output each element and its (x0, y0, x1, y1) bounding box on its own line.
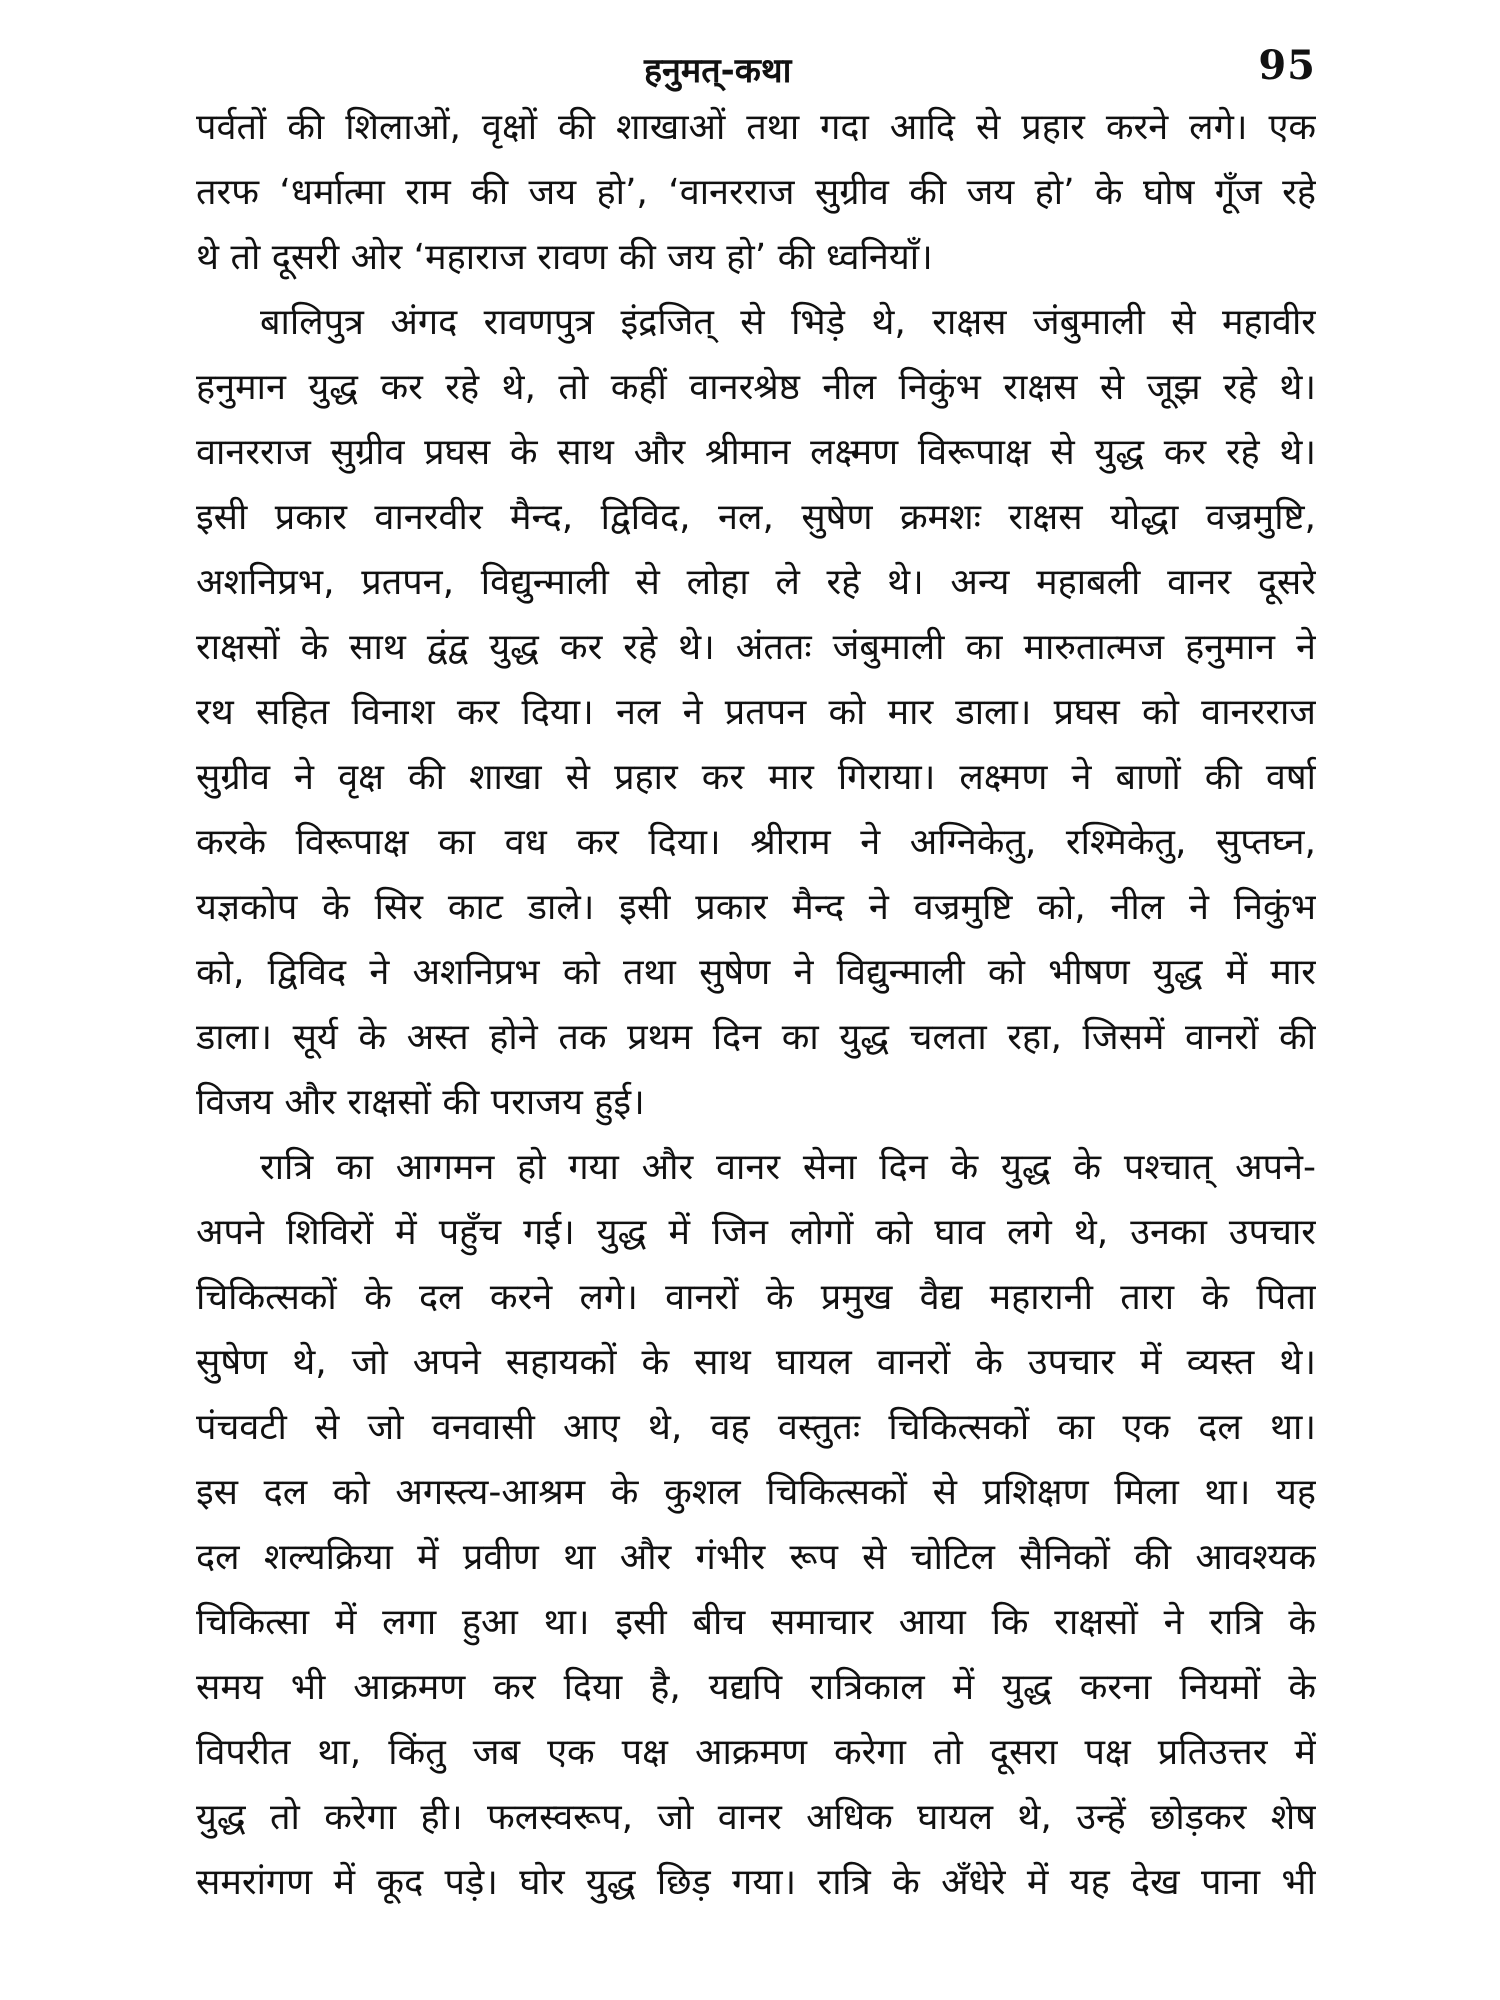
body-line: इस दल को अगस्त्य-आश्रम के कुशल चिकित्सकों से प्रशिक्षण मिला था। यह (196, 1472, 1316, 1513)
body-line: अपने शिविरों में पहुँच गई। युद्ध में जिन लोगों को घाव लगे थे, उनका उपचार (196, 1212, 1316, 1253)
body-line: तरफ ‘धर्मात्मा राम की जय हो’, ‘वानरराज सुग्रीव की जय हो’ के घोष गूँज रहे (196, 172, 1316, 213)
body-line: हनुमान युद्ध कर रहे थे, तो कहीं वानरश्रेष्ठ नील निकुंभ राक्षस से जूझ रहे थे। (196, 367, 1316, 408)
body-line: डाला। सूर्य के अस्त होने तक प्रथम दिन का युद्ध चलता रहा, जिसमें वानरों की (196, 1017, 1316, 1058)
body-line: समय भी आक्रमण कर दिया है, यद्यपि रात्रिकाल में युद्ध करना नियमों के (196, 1667, 1316, 1708)
body-line: करके विरूपाक्ष का वध कर दिया। श्रीराम ने अग्निकेतु, रश्मिकेतु, सुप्तघ्न, (196, 822, 1316, 863)
body-line: को, द्विविद ने अशनिप्रभ को तथा सुषेण ने विद्युन्माली को भीषण युद्ध में मार (196, 952, 1316, 993)
page-number: 95 (1258, 42, 1316, 89)
body-line: दल शल्यक्रिया में प्रवीण था और गंभीर रूप से चोटिल सैनिकों की आवश्यक (196, 1537, 1316, 1578)
body-line: युद्ध तो करेगा ही। फलस्वरूप, जो वानर अधिक घायल थे, उन्हें छोड़कर शेष (196, 1797, 1316, 1838)
body-line: रथ सहित विनाश कर दिया। नल ने प्रतपन को मार डाला। प्रघस को वानरराज (196, 692, 1316, 733)
body-line: थे तो दूसरी ओर ‘महाराज रावण की जय हो’ की ध्वनियाँ। (196, 237, 933, 278)
body-line: चिकित्सकों के दल करने लगे। वानरों के प्रमुख वैद्य महारानी तारा के पिता (196, 1277, 1316, 1318)
body-line: पंचवटी से जो वनवासी आए थे, वह वस्तुतः चिकित्सकों का एक दल था। (196, 1407, 1316, 1448)
body-line: समरांगण में कूद पड़े। घोर युद्ध छिड़ गया। रात्रि के अँधेरे में यह देख पाना भी (196, 1862, 1316, 1903)
body-line: चिकित्सा में लगा हुआ था। इसी बीच समाचार आया कि राक्षसों ने रात्रि के (196, 1602, 1316, 1643)
body-line: यज्ञकोप के सिर काट डाले। इसी प्रकार मैन्द ने वज्रमुष्टि को, नील ने निकुंभ (196, 887, 1316, 928)
body-line: राक्षसों के साथ द्वंद्व युद्ध कर रहे थे। अंततः जंबुमाली का मारुतात्मज हनुमान ने (196, 627, 1316, 668)
body-line: सुषेण थे, जो अपने सहायकों के साथ घायल वानरों के उपचार में व्यस्त थे। (196, 1342, 1316, 1383)
body-line: इसी प्रकार वानरवीर मैन्द, द्विविद, नल, सुषेण क्रमशः राक्षस योद्धा वज्रमुष्टि, (196, 497, 1316, 538)
body-line: अशनिप्रभ, प्रतपन, विद्युन्माली से लोहा ले रहे थे। अन्य महाबली वानर दूसरे (196, 562, 1316, 603)
body-line: विजय और राक्षसों की पराजय हुई। (196, 1082, 645, 1123)
body-line: विपरीत था, किंतु जब एक पक्ष आक्रमण करेगा तो दूसरा पक्ष प्रतिउत्तर में (196, 1732, 1316, 1773)
body-line: बालिपुत्र अंगद रावणपुत्र इंद्रजित् से भिड़े थे, राक्षस जंबुमाली से महावीर (260, 302, 1316, 343)
body-line: सुग्रीव ने वृक्ष की शाखा से प्रहार कर मार गिराया। लक्ष्मण ने बाणों की वर्षा (196, 757, 1316, 798)
body-line: पर्वतों की शिलाओं, वृक्षों की शाखाओं तथा गदा आदि से प्रहार करने लगे। एक (196, 107, 1316, 148)
body-line: वानरराज सुग्रीव प्रघस के साथ और श्रीमान लक्ष्मण विरूपाक्ष से युद्ध कर रहे थे। (196, 432, 1316, 473)
body-line: रात्रि का आगमन हो गया और वानर सेना दिन के युद्ध के पश्चात् अपने- (260, 1147, 1316, 1188)
running-title: हनुमत्-कथा (644, 51, 792, 91)
